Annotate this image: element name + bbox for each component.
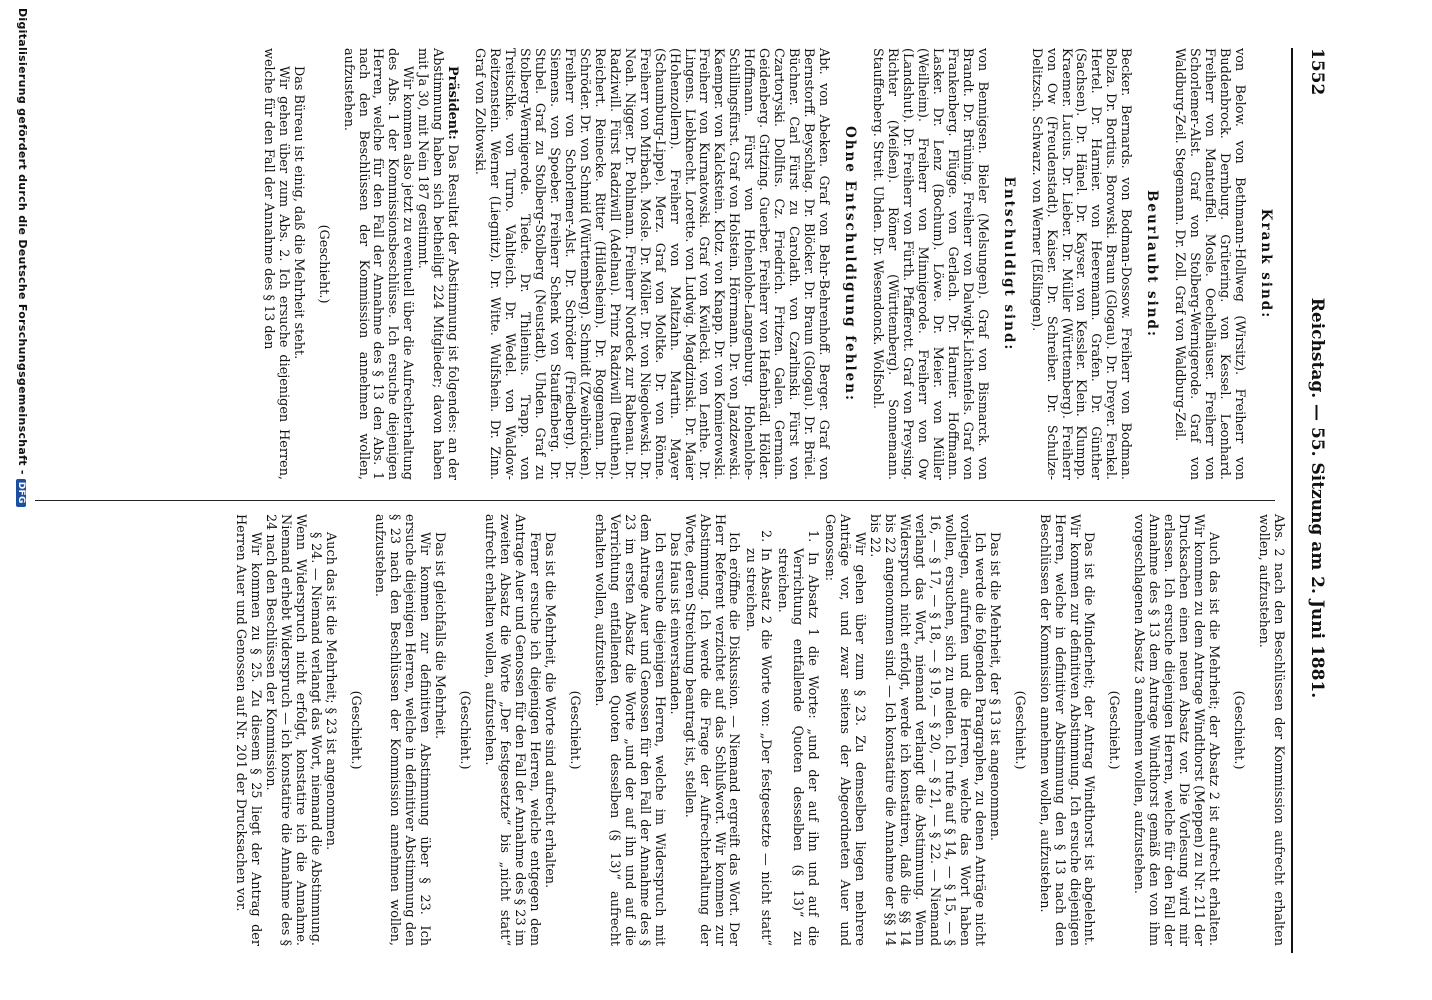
paragraph-12: Das ist gleichfalls die Mehrheit. bbox=[432, 532, 448, 740]
praesident-text: Das Resultat der Abstimmung ist folgendes: an der Abstimmung haben sich betheiligt 224 Mitglieder; davon haben mit Ja 30, mit Nein 187 gestimmt. bbox=[415, 48, 461, 480]
paragraph-5: Ich werde die folgenden Paragraphen, zu denen Anträge nicht vorliegen, aufrufen und die Herren, welche das Wort haben wollen, ersuchen, sich zu melden. Ich rufe auf § 14, — § 15, — § 16, — § 17, — § 18, — § 19, — § 20, — § 21, — § 22. — Niemand verlangt das Wort, niemand verlangt die Abstimmung. Wenn Widerspruch nicht erfolgt, werde ich konstatiren, daß die §§ 14 bis 22 angenommen sind. — Ich konstatire die Annahme der §§ 14 bis 22. bbox=[867, 514, 987, 946]
heading-ohne-entschuldigung: Ohne Entschuldigung fehlen: bbox=[842, 125, 859, 403]
item-text: In Absatz 2 die Worte von: „Der festgesetzte — nicht statt“ zu streichen. bbox=[743, 547, 774, 946]
paragraph-16: Wir kommen zu § 25. Zu diesem § 25 liegt der Antrag der Herren Auer und Genossen auf Nr. 201 der Drucksachen vor. bbox=[232, 514, 263, 946]
paragraph-abs2: Wir gehen über zum Abs. 2. Ich ersuche diejenigen Herren, welche für den Fall der Annahme des § 13 den bbox=[260, 48, 291, 480]
column-divider bbox=[35, 500, 1275, 501]
page-header bbox=[1299, 48, 1327, 948]
paragraph-3: Das ist die Minderheit; der Antrag Windthorst ist abgelehnt. Wir kommen zur definitiven Abstimmung. Ich ersuche diejenigen Herren, welche in definitiver Abstimmung den § 13 nach den Beschlüssen der Kommission annehmen wollen, aufzustehen. bbox=[1036, 514, 1097, 946]
paragraph-abstimmung: Wir kommen also jetzt zu eventuell über die Aufrechterhaltung des Abs. 1 der Kommissionsbeschlüsse. Ich ersuche diejenigen Herren, welche für den Fall der Annahme des § 13 den Abs. 1 nach den Beschlüssen der Kommission annehmen wollen, aufzustehen. bbox=[340, 48, 416, 480]
heading-beurlaubt: Beurlaubt sind: bbox=[1144, 190, 1161, 338]
paragraph-15: § 24. — Niemand verlangt das Wort, niemand die Abstimmung. Wenn Widerspruch nicht erfolgt, konstatire ich die Annahme. Niemand erhebt Widerspruch — ich konstatire die Annahme des § 24 nach den Beschlüssen der Kommission. bbox=[262, 514, 323, 946]
paragraph-11: Ferner ersuche ich diejenigen Herren, welche entgegen dem Antrage Auer und Genossen für den Fall der Annahme des § 23 im zweiten Absatz die Worte „Der festgesetzte“ bis „nicht statt“ aufrecht erhalten wollen, aufzustehen. bbox=[482, 514, 543, 946]
paren-geschieht: (Geschieht.) bbox=[457, 690, 473, 770]
paragraph-10: Das ist die Mehrheit, die Worte sind aufrecht erhalten. bbox=[542, 532, 558, 889]
speaker-label: Präsident: bbox=[445, 66, 461, 140]
paragraph-7: Ich eröffne die Diskussion. — Niemand ergreift das Wort. Der Herr Referent verzichtet auf das Schlußwort. Wir kommen zur Abstimmung. Ich werde die Frage der Aufrechterhaltung der Worte, deren Streichung beantragt ist, stellen. bbox=[681, 514, 742, 946]
paragraph-8: Das Haus ist einverstanden. bbox=[666, 532, 682, 715]
paren-geschieht: (Geschieht.) bbox=[315, 224, 331, 304]
paren-geschieht: (Geschieht.) bbox=[1106, 690, 1122, 770]
praesident-paragraph bbox=[414, 48, 459, 480]
paren-geschieht: (Geschieht.) bbox=[1011, 690, 1027, 770]
krank-list: von Below. von Bethmann-Hollweg (Wirsitz). Freiherr von Buddenbrock. Dernburg. Grütering. von Kessel. Leonhard. Freiherr von Manteuffel. Mosle. Oechelhäuser. Freiherr von Schorlemer-Alst. Graf von Stolberg-Wernigerode. Graf von Waldburg-Zeil. Stegemann. Dr. Zoll. Graf von Waldburg-Zeil. bbox=[1172, 48, 1248, 480]
paragraph-1: Abs. 2 nach den Beschlüssen der Kommission aufrecht erhalten wollen, aufzustehen. bbox=[1256, 514, 1286, 946]
item-number: 1. bbox=[805, 530, 821, 543]
paragraph-9: Ich ersuche diejenigen Herren, welche im Widerspruch mit dem Antrage Auer und Genossen für den Fall der Annahme des § 23 im ersten Absatz die Worte „und der auf ihn und auf die Verrichtung entfallenden Quoten desselben (§ 13)“ aufrecht erhalten wollen, aufzustehen. bbox=[591, 514, 667, 946]
left-column bbox=[260, 48, 1285, 480]
heading-krank: Krank sind: bbox=[1258, 208, 1274, 320]
header-rule bbox=[1291, 48, 1293, 953]
paragraph-4: Das ist die Mehrheit, der § 13 ist angenommen. bbox=[986, 532, 1002, 841]
paren-geschieht: (Geschieht.) bbox=[566, 690, 582, 770]
credit-text: Digitalisierung gefördert durch die Deutsche Forschungsgemeinschaft - bbox=[16, 8, 29, 475]
paragraph-bureau: Das Büreau ist einig, daß die Mehrheit steht. bbox=[290, 66, 306, 360]
paren-geschieht: (Geschieht.) bbox=[1231, 690, 1247, 770]
ohne-entschuldigung-list: Abt. von Abeken. Graf von Behr-Behrenhoff. Berger. Graf von Bernstorff. Beyschlag. Dr. Blöcker. Dr. Braun (Glogau). Dr. Brüel. Büchner. Carl Fürst zu Carolath. von Czarlinski. Fürst von Czartoryski. Dollfus. Cz. Friedrich. Fritzen. Galen. Germain. Geidenberg. Gritzing. Guerber. Freiherr von Hafenbrädl. Hölder. Hoffmann. Fürst von Hohenlohe-Langenburg. Hohenlohe-Schillingsfürst. Graf von Holstein. Hörrmann. Dr. von Jazdzewski. Kaemper. von Kalckstein. Klotz. von Knapp. Dr. von Komierowski. Freiherr von Kurnatowski. Graf von Kwilecki. von Lenthe. Dr. Lingens. Liebknecht. Lorette. von Ludwig. Magdzinski. Dr. Maier (Hohenzollern). Freiherr von Maltzahn. Martin. Mayer (Schaumburg-Lippe). Merz. Graf von Moltke. Dr. von Rönne. Freiherr von Mirbach. Mosle. Dr. Möller. Dr. von Niegolewski. Dr. Noah. Nigger. Dr. Pohlmann. Freiherr Nordeck zur Rabenau. Dr. Radziwill. Fürst Radziwill (Adelnau). Prinz Radziwill (Beuthen). Reichert. Reinecke. Ritter (Hildesheim). Dr. Roggemann. Dr. Schröder. Dr. von Schmid (Württemberg). Schmidt (Zweibrücken). Freiherr von Schorlemer-Alst. Dr. Schröder (Friedberg). Dr. Siemens. von Spoeber. Freiherr Schenk von Stauffenberg. Dr. Stubel. Graf zu Stolberg-Stolberg (Neustadt). Uhden. Graf zu Stolberg-Wernigerode. Tiede. Dr. Thilenius. Trapp. von Treitschke. von Turno. Vahlteich. Dr. Wedel. von Waldow-Reitzenstein. Werner (Liegnitz). Dr. Witte. Wulfshein. Dr. Zinn. Graf von Zoltowski. bbox=[472, 48, 832, 480]
dfg-logo: DFG bbox=[16, 479, 26, 507]
right-column bbox=[232, 514, 1285, 946]
item-text: In Absatz 1 die Worte: „und der auf ihn und auf die Verrichtung entfallende Quoten desselben (§ 13)“ zu streichen. bbox=[775, 548, 821, 946]
paragraph-6: Wir gehen über zum § 23. Zu demselben liegen mehrere Anträge vor, und zwar seitens der Abgeordneten Auer und Genossen: bbox=[822, 514, 868, 946]
paragraph-13: Wir kommen zur definitiven Abstimmung über § 23. Ich ersuche diejenigen Herren, welche in definitiver Abstimmung den § 23 nach den Beschlüssen der Kommission annehmen wollen, aufzustehen. bbox=[372, 514, 433, 946]
page-number: 1552 bbox=[1307, 48, 1327, 96]
paragraph-2: Auch das ist die Mehrheit; der Absatz 2 ist aufrecht erhalten. Wir kommen zu dem Antrage Windthorst (Meppen) zu Nr. 211 der Drucksachen einen neuen Absatz vor. Die Vorlesung wird mir erlassen. Ich ersuche diejenigen Herren, welche für den Fall der Annahme des § 13 dem Antrage Windthorst gemäß den von ihm vorgeschlagenen Absatz 3 annehmen wollen, aufzustehen. bbox=[1131, 514, 1222, 946]
list-item bbox=[774, 530, 821, 946]
paragraph-14: Auch das ist die Mehrheit; § 23 ist angenommen. bbox=[322, 532, 338, 851]
paren-geschieht: (Geschieht.) bbox=[347, 690, 363, 770]
entschuldigt-list: von Bennigsen. Bieler (Melsungen). Graf von Bismarck. von Brandt. Dr. Brüning. Freiherr von Dalwigk-Lichtenfels. Graf von Frankenberg. Flügge. von Gerlach. Dr. Harnier. Hoffmann. Lasker. Dr. Lenz (Bochum). Löwe. Dr. Meier. von Müller (Weilheim). Freiherr von Minnigerode. Freiherr von Ow (Landshut). Dr. Freiherr von Fürth. Pfafferott. Graf von Preysing. Richter (Meißen). Römer (Württemberg). Sonnemann. Stauffenberg. Streit. Uhden. Dr. Wesendonck. Wolfsohl. bbox=[870, 48, 990, 480]
running-title: Reichstag. — 55. Sitzung am 2. Juni 1881. bbox=[1307, 297, 1327, 699]
heading-entschuldigt: Entschuldigt sind: bbox=[1000, 176, 1017, 352]
beurlaubt-list: Becker. Bernards. von Bodman-Dossow. Freiherr von Bodman. Bolza. Dr. Bortius. Borowski. Braun (Glogau). Dr. Dreyer. Fenkel. Hertel. Dr. Harnier. von Heeremann. Grafen. Dr. Günther (Sachsen). Dr. Hänel. Dr. Kayser. von Kessler. Klein. Klumpp. Kraemer. Lucius. Dr. Lieber. Dr. Müller (Württemberg). Freiherr von Ow (Freudenstadt). Kaiser. Dr. Schreiber. Dr. Schulze-Delitzsch. Schwarz. von Werner (Eßlingen). bbox=[1028, 48, 1134, 480]
item-number: 2. bbox=[758, 530, 774, 543]
list-item bbox=[743, 530, 774, 946]
digitization-credit bbox=[16, 8, 29, 507]
